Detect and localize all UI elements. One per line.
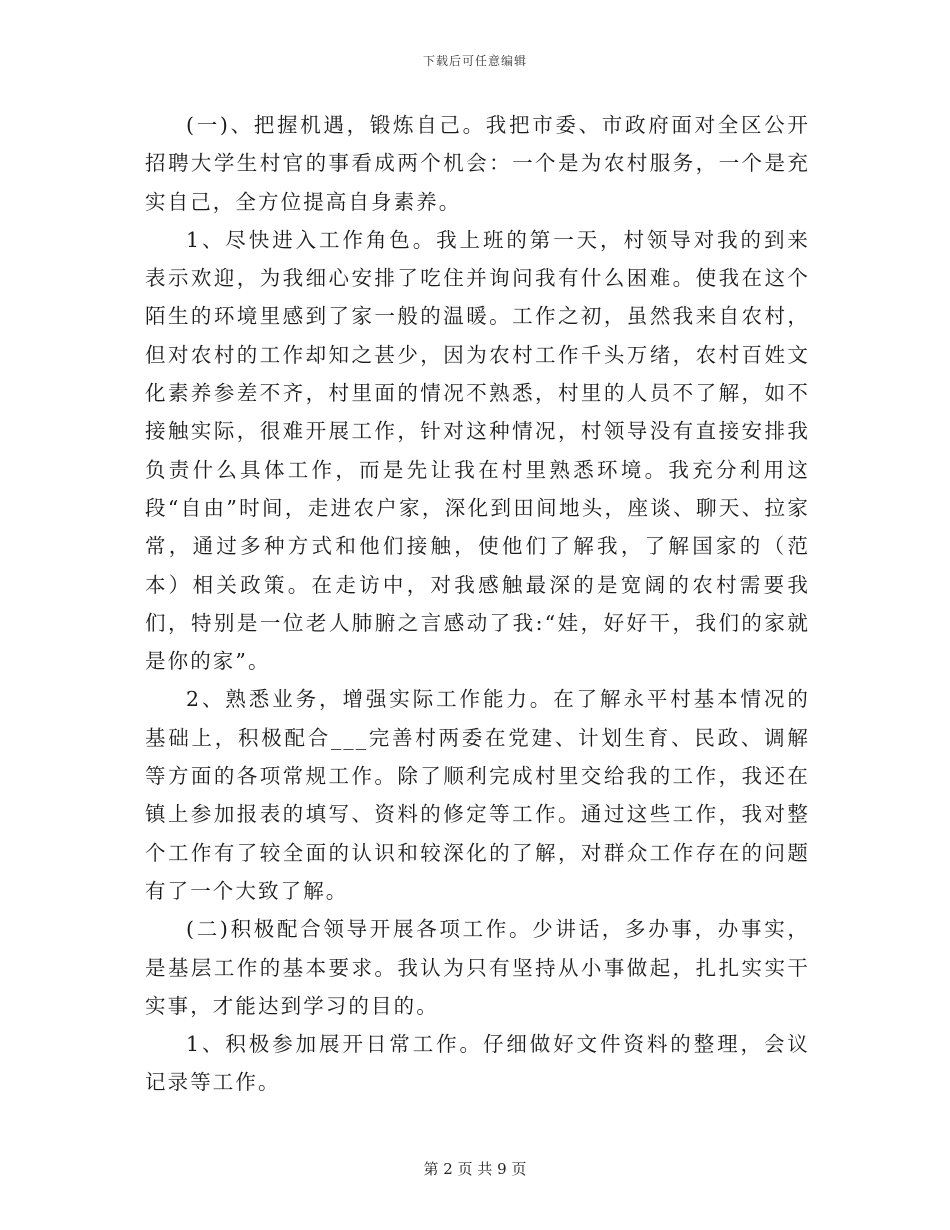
paragraph: 2、熟悉业务，增强实际工作能力。在了解永平村基本情况的基础上，积极配合___完善村两委在党建、计划生育、民政、调解等方面的各项常规工作。除了顺利完成村里交给我的工作，我还在镇上参加报表的填写、资料的修定等工作。通过这些工作，我对整个工作有了较全面的认识和较深化的了解，对群众工作存在的问题有了一个大致了解。 [145, 687, 810, 903]
paragraph: (一)、把握机遇，锻炼自己。我把市委、市政府面对全区公开招聘大学生村官的事看成两个机会：一个是为农村服务，一个是充实自己，全方位提高自身素养。 [145, 113, 810, 214]
page-number-footer: 第 2 页 共 9 页 [423, 1160, 527, 1178]
paragraph: 1、尽快进入工作角色。我上班的第一天，村领导对我的到来表示欢迎，为我细心安排了吃住并询问我有什么困难。使我在这个陌生的环境里感到了家一般的温暖。工作之初，虽然我来自农村，但对农村的工作却知之甚少，因为农村工作千头万绪，农村百姓文化素养参差不齐，村里面的情况不熟悉，村里的人员不了解，如不接触实际，很难开展工作，针对这种情况，村领导没有直接安排我负责什么具体工作，而是先让我在村里熟悉环境。我充分利用这段“自由”时间，走进农户家，深化到田间地头，座谈、聊天、拉家常，通过多种方式和他们接触，使他们了解我，了解国家的（范本）相关政策。在走访中，对我感触最深的是宽阔的农村需要我们，特别是一位老人肺腑之言感动了我:“娃，好好干，我们的家就是你的家”。 [145, 227, 810, 674]
document-body [145, 106, 810, 1102]
paragraph: (二)积极配合领导开展各项工作。少讲话，多办事，办事实，是基层工作的基本要求。我认为只有坚持从小事做起，扎扎实实干实事，才能达到学习的目的。 [145, 917, 810, 1018]
page-header: 下载后可任意编辑 [422, 54, 527, 68]
paragraph: 1、积极参加展开日常工作。仔细做好文件资料的整理，会议记录等工作。 [145, 1032, 810, 1095]
